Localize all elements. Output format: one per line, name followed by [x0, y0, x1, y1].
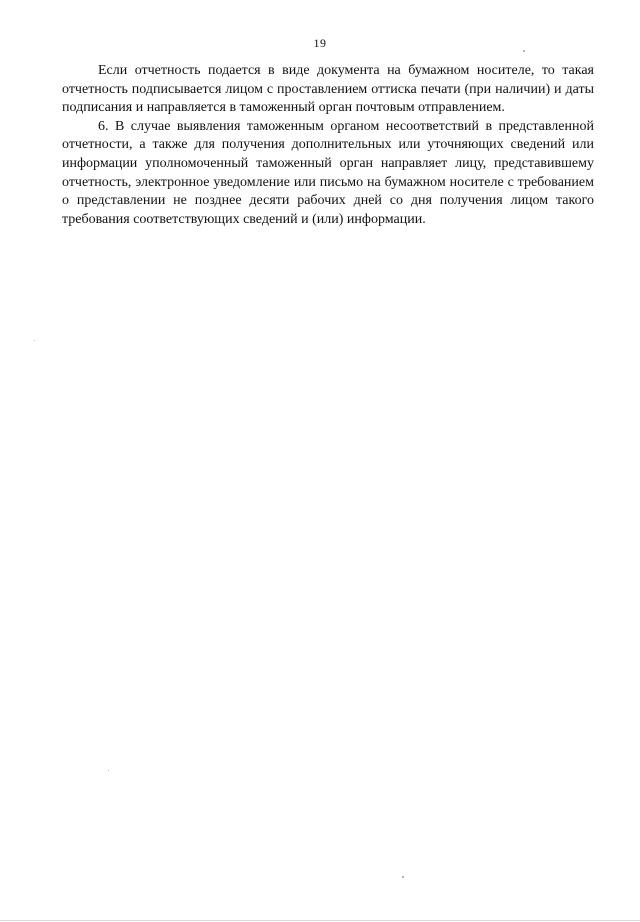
scan-speck: [523, 50, 525, 52]
paragraph-paper-submission: Если отчетность подается в виде документа на бумажном носителе, то такая отчетность подписывается лицом с проставлением оттиска печати (при наличии) и даты подписания и направляется в таможенный орган почтовым отправлением.: [62, 63, 594, 116]
scan-bottom-edge: [0, 920, 640, 921]
document-body: [62, 62, 594, 229]
page-number: 19: [313, 36, 327, 50]
scan-speck: [402, 876, 404, 878]
scan-speck: [108, 770, 109, 771]
scan-speck: [34, 340, 35, 341]
paragraph-item-6: 6. В случае выявления таможенным органом несоответствий в представленной отчетности, а также для получения дополнительных или уточняющих сведений или информации уполномоченный таможенный орган направляет лицу, представившему отчетность, электронное уведомление или письмо на бумажном носителе с требованием о представлении не позднее десяти рабочих дней со дня получения лицом такого требования соответствующих сведений и (или) информации.: [62, 118, 594, 227]
